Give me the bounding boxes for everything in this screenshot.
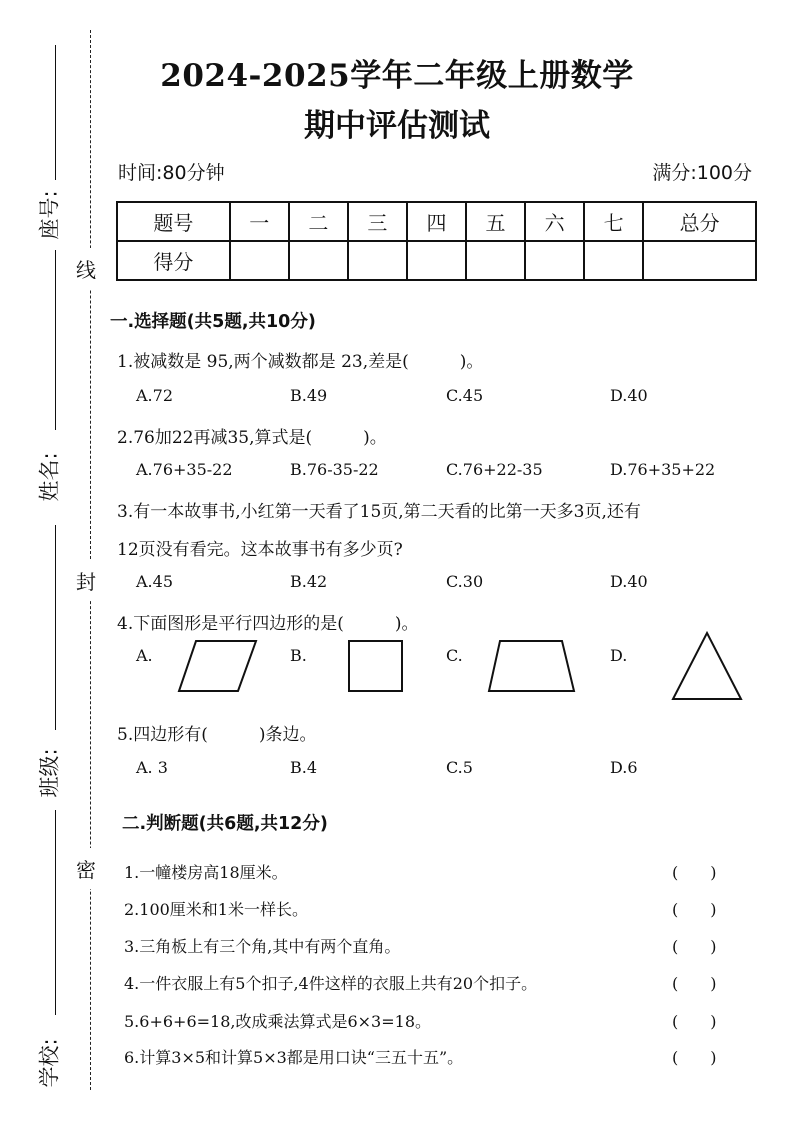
question-3-line2: 12页没有看完。这本故事书有多少页? [117,540,403,560]
option-2b: B.76-35-22 [290,460,379,479]
parallelogram-shape [176,638,260,694]
judge-item-2: 2.100厘米和1米一样长。 [124,900,308,919]
option-5a: A. 3 [136,758,168,777]
page-title: 2024-2025学年二年级上册数学 [160,58,634,94]
score-table-header-cell: 二 [289,202,348,241]
score-cell[interactable] [525,241,584,280]
score-table-header-cell: 三 [348,202,407,241]
class-label: 班级: [37,748,62,798]
binding-line-school [55,810,56,1015]
judge-item-3: 3.三角板上有三个角,其中有两个直角。 [124,937,401,956]
question-3: 3.有一本故事书,小红第一天看了15页,第二天看的比第一天多3页,还有 [117,502,641,522]
section2-title: 二.判断题(共6题,共12分) [122,814,328,834]
full-score: 满分:100分 [652,162,752,184]
judge-item-6: 6.计算3×5和计算5×3都是用口诀“三五十五”。 [124,1048,464,1067]
score-table-header-cell: 六 [525,202,584,241]
score-table-header-cell: 四 [407,202,466,241]
option-2d: D.76+35+22 [610,460,716,479]
seal-char-xian: 线 [76,248,96,289]
binding-line-class [55,525,56,730]
score-table-header-cell: 五 [466,202,525,241]
score-table-header-cell: 一 [230,202,289,241]
square-shape [346,638,406,694]
option-4b: B. [290,646,307,665]
option-3c: C.30 [446,572,484,591]
judge-answer-6[interactable]: ( ) [672,1048,717,1067]
option-4c: C. [446,646,463,665]
score-table-header-row [117,202,756,241]
question-4: 4.下面图形是平行四边形的是( )。 [117,614,419,634]
school-label: 学校: [37,1038,62,1088]
seal-char-mi: 密 [76,848,96,889]
section1-title: 一.选择题(共5题,共10分) [110,312,316,332]
score-table-header-cell: 总分 [643,202,756,241]
option-1d: D.40 [610,386,648,405]
option-1c: C.45 [446,386,484,405]
judge-answer-2[interactable]: ( ) [672,900,717,919]
trapezoid-shape [486,638,578,694]
score-cell[interactable] [643,241,756,280]
score-table-header-cell: 题号 [117,202,230,241]
score-cell[interactable] [407,241,466,280]
option-5c: C.5 [446,758,473,777]
score-table-score-row [117,241,756,280]
option-2a: A.76+35-22 [136,460,233,479]
score-cell[interactable] [289,241,348,280]
score-cell[interactable] [230,241,289,280]
binding-line-name [55,250,56,430]
judge-item-1: 1.一幢楼房高18厘米。 [124,863,288,882]
question-2: 2.76加22再减35,算式是( )。 [117,428,387,448]
judge-answer-3[interactable]: ( ) [672,937,717,956]
judge-item-4: 4.一件衣服上有5个扣子,4件这样的衣服上共有20个扣子。 [124,974,538,993]
option-5d: D.6 [610,758,638,777]
exam-time: 时间:80分钟 [118,162,225,184]
score-table-header-cell: 七 [584,202,643,241]
option-3a: A.45 [136,572,173,591]
option-3d: D.40 [610,572,648,591]
option-4a: A. [136,646,153,665]
option-2c: C.76+22-35 [446,460,543,479]
name-label: 姓名: [37,452,62,502]
option-4d: D. [610,646,628,665]
question-5: 5.四边形有( )条边。 [117,725,317,745]
option-5b: B.4 [290,758,318,777]
option-3b: B.42 [290,572,328,591]
triangle-shape [670,630,744,702]
judge-answer-5[interactable]: ( ) [672,1012,717,1031]
question-1: 1.被减数是 95,两个减数都是 23,差是( )。 [117,352,484,372]
score-cell[interactable] [348,241,407,280]
option-1b: B.49 [290,386,328,405]
judge-answer-4[interactable]: ( ) [672,974,717,993]
option-1a: A.72 [136,386,173,405]
score-cell[interactable] [584,241,643,280]
judge-item-5: 5.6+6+6=18,改成乘法算式是6×3=18。 [124,1012,432,1031]
seat-label: 座号: [37,190,62,240]
seal-char-feng: 封 [76,560,96,601]
score-table [116,201,757,281]
score-cell[interactable] [466,241,525,280]
page-subtitle: 期中评估测试 [304,108,490,144]
score-row-label: 得分 [117,241,230,280]
judge-answer-1[interactable]: ( ) [672,863,717,882]
